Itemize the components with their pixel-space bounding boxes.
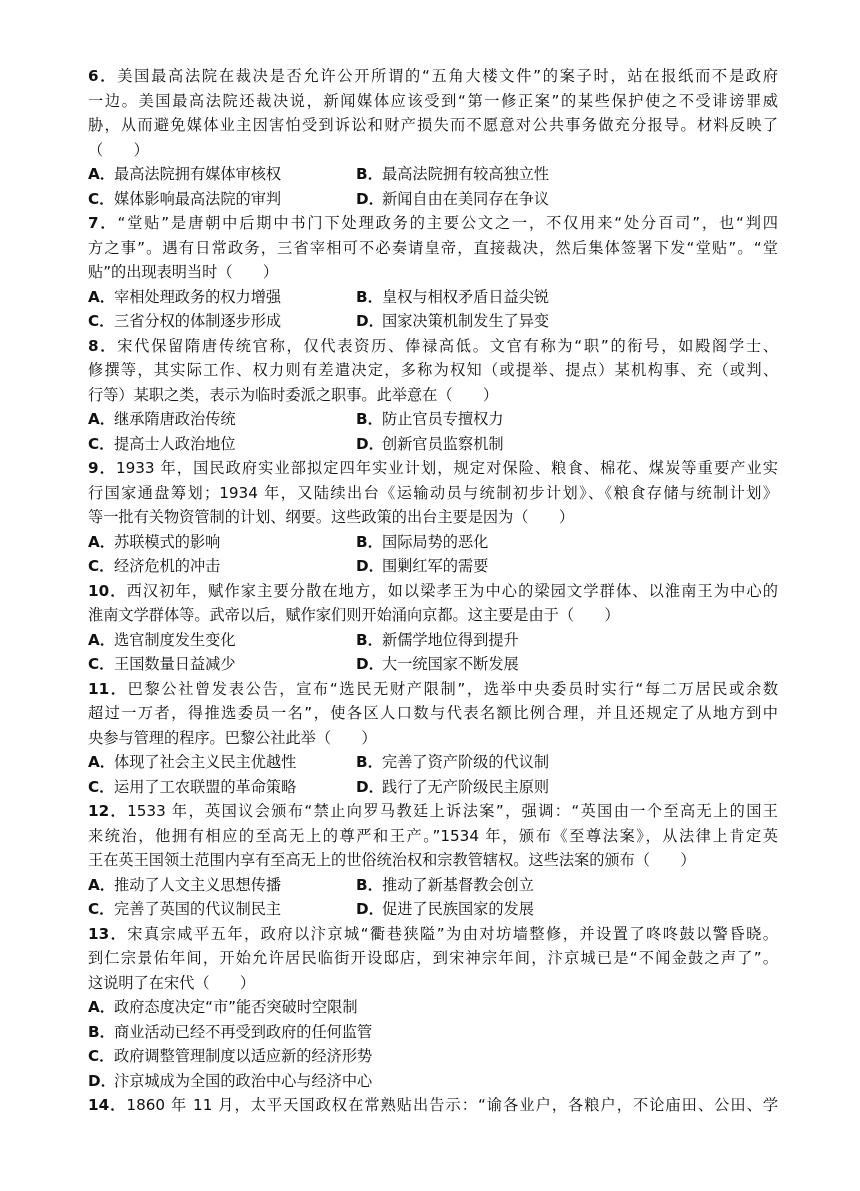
option-d[interactable]: D． 新闻自由在美同存在争议 xyxy=(356,189,550,208)
question-number: 9． xyxy=(88,459,116,477)
options-row xyxy=(88,309,778,334)
option-b[interactable]: B． 商业活动已经不再受到政府的任何监管 xyxy=(88,1022,373,1041)
question-9 xyxy=(88,456,778,579)
question-line: 胁，从而避免媒体业主因害怕受到诉讼和财产损失而不愿意对公共事务做充分报导。材料反映了 xyxy=(88,116,778,134)
option-b[interactable]: B． 最高法院拥有较高独立性 xyxy=(356,165,550,183)
question-line: 王在英王国领土范围内享有至高无上的世俗统治权和宗教管辖权。这些法案的颁布（ ） xyxy=(88,851,696,869)
option-c[interactable]: C． 提高士人政治地位 xyxy=(88,434,236,453)
question-6 xyxy=(88,64,778,211)
question-line: 9．1933 年，国民政府实业部拟定四年实业计划，规定对保险、粮食、棉花、煤炭等重要产业实 xyxy=(88,459,778,477)
options-row xyxy=(88,187,778,212)
option-b[interactable]: B． 推动了新基督教会创立 xyxy=(356,875,534,894)
question-line: 12．1533 年，英国议会颁布“禁止向罗马教廷上诉法案”，强调：“英国由一个至高无上的国王 xyxy=(88,802,778,820)
question-line: 来统治，他拥有相应的至高无上的尊严和王产。”1534 年，颁布《至尊法案》，从法律上肯定英 xyxy=(88,826,778,845)
question-line: 行国家通盘筹划；1934 年，又陆续出台《运输动员与统制初步计划》、《粮食存储与统制计划》 xyxy=(88,483,778,502)
option-a[interactable]: A． 推动了人文主义思想传播 xyxy=(88,875,282,894)
question-number: 8． xyxy=(88,336,118,355)
options-row xyxy=(88,285,778,310)
question-11 xyxy=(88,677,778,800)
question-line: 一边。美国最高法院还裁决说，新闻媒体应该受到“第一修正案”的某些保护使之不受诽谤罪威 xyxy=(88,91,778,110)
question-13 xyxy=(88,922,778,1094)
question-number: 6． xyxy=(88,67,118,85)
question-line: 方之事”。遇有日常政务，三省宰相可不必奏请皇帝，直接裁决，然后集体签署下发“堂贴”。“堂 xyxy=(88,238,778,257)
question-number: 10． xyxy=(88,581,127,600)
options-row xyxy=(88,407,778,432)
question-line: （ ） xyxy=(88,140,149,159)
question-line: 这说明了在宋代（ ） xyxy=(88,973,256,992)
option-b[interactable]: B． 新儒学地位得到提升 xyxy=(356,630,519,649)
question-number: 7． xyxy=(88,214,118,232)
question-line: 等一批有关物资管制的计划、纲要。这些政策的出台主要是因为（ ） xyxy=(88,508,574,526)
question-number: 12． xyxy=(88,802,128,820)
option-d[interactable]: D． 围剿红军的需要 xyxy=(356,557,489,575)
option-d[interactable]: D． 践行了无产阶级民主原则 xyxy=(356,777,550,796)
question-line: 13．宋真宗咸平五年，政府以汴京城“衢巷狭隘”为由对坊墙整修，并设置了咚咚鼓以警昏晓。 xyxy=(88,924,778,943)
option-b[interactable]: B． 国际局势的恶化 xyxy=(356,532,489,551)
options-row xyxy=(88,628,778,653)
option-d[interactable]: D． 汴京城成为全国的政治中心与经济中心 xyxy=(88,1071,373,1090)
option-b[interactable]: B． 皇权与相权矛盾日益尖锐 xyxy=(356,287,550,306)
question-7 xyxy=(88,211,778,334)
question-10 xyxy=(88,579,778,677)
options-row xyxy=(88,162,778,187)
option-a[interactable]: A． 继承隋唐政治传统 xyxy=(88,410,236,428)
question-line: 11．巴黎公社曾发表公告，宣布“选民无财产限制”，选举中央委员时实行“每二万居民或余数 xyxy=(88,679,779,698)
question-12 xyxy=(88,799,778,922)
question-line: 7．“堂贴”是唐朝中后期中书门下处理政务的主要公文之一，不仅用来“处分百司”，也“判四 xyxy=(88,214,778,232)
options-row xyxy=(88,775,778,800)
option-a[interactable]: A． 苏联模式的影响 xyxy=(88,532,221,551)
option-c[interactable]: C． 三省分权的体制逐步形成 xyxy=(88,312,282,330)
option-a[interactable]: A． 最高法院拥有媒体审核权 xyxy=(88,165,282,183)
question-number: 11． xyxy=(88,679,128,698)
question-line: 行等）某职之类，表示为临时委派之职事。此举意在（ ） xyxy=(88,385,499,404)
question-line: 贴”的出现表明当时（ ） xyxy=(88,263,279,281)
question-line: 8．宋代保留隋唐传统官称，仅代表资历、俸禄高低。文官有称为“职”的衔号，如殿阁学士、 xyxy=(88,336,778,355)
option-d[interactable]: D． 大一统国家不断发展 xyxy=(356,655,519,673)
option-a[interactable]: A． 体现了社会主义民主优越性 xyxy=(88,753,297,771)
question-line: 10．西汉初年，赋作家主要分散在地方，如以梁孝王为中心的梁园文学群体、以淮南王为中心的 xyxy=(88,581,778,600)
option-c[interactable]: C． 政府调整管理制度以适应新的经济形势 xyxy=(88,1047,373,1065)
options-row xyxy=(88,873,778,898)
option-c[interactable]: C． 完善了英国的代议制民主 xyxy=(88,900,282,918)
question-line: 到仁宗景佑年间，开始允许居民临街开设邸店，到宋神宗年间，汴京城已是“不闻金鼓之声了”。 xyxy=(88,949,778,967)
options-row xyxy=(88,652,778,677)
options-row xyxy=(88,432,778,457)
option-d[interactable]: D． 促进了民族国家的发展 xyxy=(356,900,534,918)
option-d[interactable]: D． 创新官员监察机制 xyxy=(356,434,504,453)
option-c[interactable]: C． 媒体影响最高法院的审判 xyxy=(88,189,282,208)
options-row xyxy=(88,897,778,922)
question-line: 淮南文学群体等。武帝以后，赋作家们则开始涌向京都。这主要是由于（ ） xyxy=(88,606,620,624)
option-c[interactable]: C． 经济危机的冲击 xyxy=(88,557,221,575)
exam-page xyxy=(88,64,778,1118)
options-row xyxy=(88,750,778,775)
question-line: 央参与管理的程序。巴黎公社此举（ ） xyxy=(88,728,377,747)
question-line: 6．美国最高法院在裁决是否允许公开所谓的“五角大楼文件”的案子时，站在报纸而不是政府 xyxy=(88,67,778,85)
option-b[interactable]: B． 防止官员专擅权力 xyxy=(356,410,504,428)
option-a[interactable]: A． 政府态度决定“市”能否突破时空限制 xyxy=(88,998,358,1016)
option-c[interactable]: C． 王国数量日益减少 xyxy=(88,655,236,673)
option-a[interactable]: A． 宰相处理政务的权力增强 xyxy=(88,287,282,306)
question-8 xyxy=(88,334,778,457)
question-line: 14．1860 年 11 月，太平天国政权在常熟贴出告示：“谕各业户，各粮户，不论庙田、公田、学 xyxy=(88,1096,779,1114)
option-d[interactable]: D． 国家决策机制发生了异变 xyxy=(356,312,550,330)
option-a[interactable]: A． 选官制度发生变化 xyxy=(88,630,236,649)
question-number: 13． xyxy=(88,924,128,943)
options-row xyxy=(88,554,778,579)
question-line: 超过一万者，得推选委员一名”，使各区人口数与代表名额比例合理，并且还规定了从地方到中 xyxy=(88,704,778,722)
question-number: 14． xyxy=(88,1096,127,1114)
options-row xyxy=(88,530,778,555)
question-14 xyxy=(88,1093,778,1118)
option-b[interactable]: B． 完善了资产阶级的代议制 xyxy=(356,753,550,771)
option-c[interactable]: C． 运用了工农联盟的革命策略 xyxy=(88,777,297,796)
question-line: 修撰等，其实际工作、权力则有差遣决定，多称为权知（或提举、提点）某机构事、充（或判、 xyxy=(88,361,778,379)
